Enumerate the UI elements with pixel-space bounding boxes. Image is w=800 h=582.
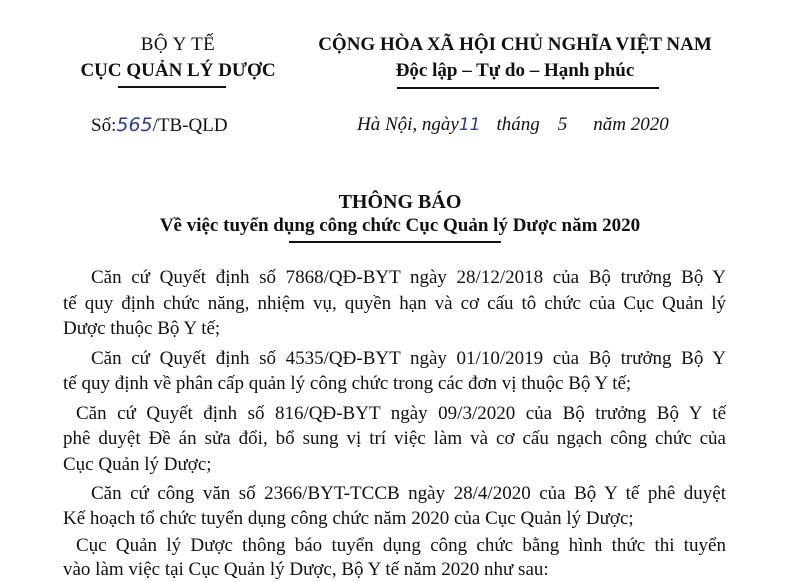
- nation-title: CỘNG HÒA XÃ HỘI CHỦ NGHĨA VIỆT NAM: [318, 34, 712, 55]
- paragraph-3-line-1: Căn cứ Quyết định số 816/QĐ-BYT ngày 09/3/2020 của Bộ trưởng Bộ Y tế: [76, 403, 726, 424]
- paragraph-2-line-1: Căn cứ Quyết định số 4535/QĐ-BYT ngày 01/10/2019 của Bộ trưởng Bộ Y: [91, 348, 726, 369]
- document-number: [91, 114, 228, 137]
- paragraph-2-line-2: tế quy định về phân cấp quản lý công chức trong các đơn vị thuộc Bộ Y tế;: [63, 373, 632, 394]
- date-day-handwritten: 11: [458, 115, 481, 135]
- document-date: [357, 114, 669, 136]
- paragraph-5-line-1: Cục Quản lý Dược thông báo tuyển dụng công chức bằng hình thức thi tuyển: [76, 535, 726, 556]
- paragraph-1-line-3: Dược thuộc Bộ Y tế;: [63, 318, 221, 339]
- paragraph-1-line-2: tế quy định chức năng, nhiệm vụ, quyền hạn và cơ cấu tô chức của Cục Quản lý: [63, 293, 726, 314]
- doc-number-suffix: /TB-QLD: [152, 115, 228, 136]
- org-name: CỤC QUẢN LÝ DƯỢC: [80, 60, 276, 81]
- paragraph-4-line-1: Căn cứ công văn số 2366/BYT-TCCB ngày 28/4/2020 của Bộ Y tế phê duyệt: [91, 483, 726, 504]
- document-title: THÔNG BÁO: [338, 191, 462, 213]
- paragraph-3-line-2: phê duyệt Đề án sửa đổi, bổ sung vị trí việc làm và cơ cấu ngạch công chức của: [63, 428, 726, 449]
- date-month-label: tháng: [496, 114, 540, 135]
- org-parent: BỘ Y TẾ: [140, 34, 216, 55]
- paragraph-4-line-2: Kế hoạch tổ chức tuyển dụng công chức năm 2020 của Cục Quản lý Dược;: [63, 508, 634, 529]
- date-month: 5: [557, 114, 568, 135]
- date-year: năm 2020: [593, 114, 669, 135]
- national-motto: Độc lập – Tự do – Hạnh phúc: [395, 60, 635, 81]
- paragraph-1-line-1: Căn cứ Quyết định số 7868/QĐ-BYT ngày 28/12/2018 của Bộ trưởng Bộ Y: [91, 267, 726, 288]
- motto-underline: [397, 87, 659, 89]
- doc-number-handwritten: 565: [116, 114, 153, 136]
- date-place: Hà Nội, ngày: [357, 114, 459, 135]
- document-subtitle: Về việc tuyển dụng công chức Cục Quản lý Dược năm 2020: [159, 215, 641, 236]
- paragraph-3-line-3: Cục Quản lý Dược;: [63, 454, 212, 475]
- subtitle-underline: [289, 241, 501, 243]
- org-name-underline: [118, 86, 226, 88]
- doc-number-prefix: Số:: [91, 115, 117, 136]
- paragraph-5-line-2: vào làm việc tại Cục Quản lý Dược, Bộ Y tế năm 2020 như sau:: [63, 559, 549, 580]
